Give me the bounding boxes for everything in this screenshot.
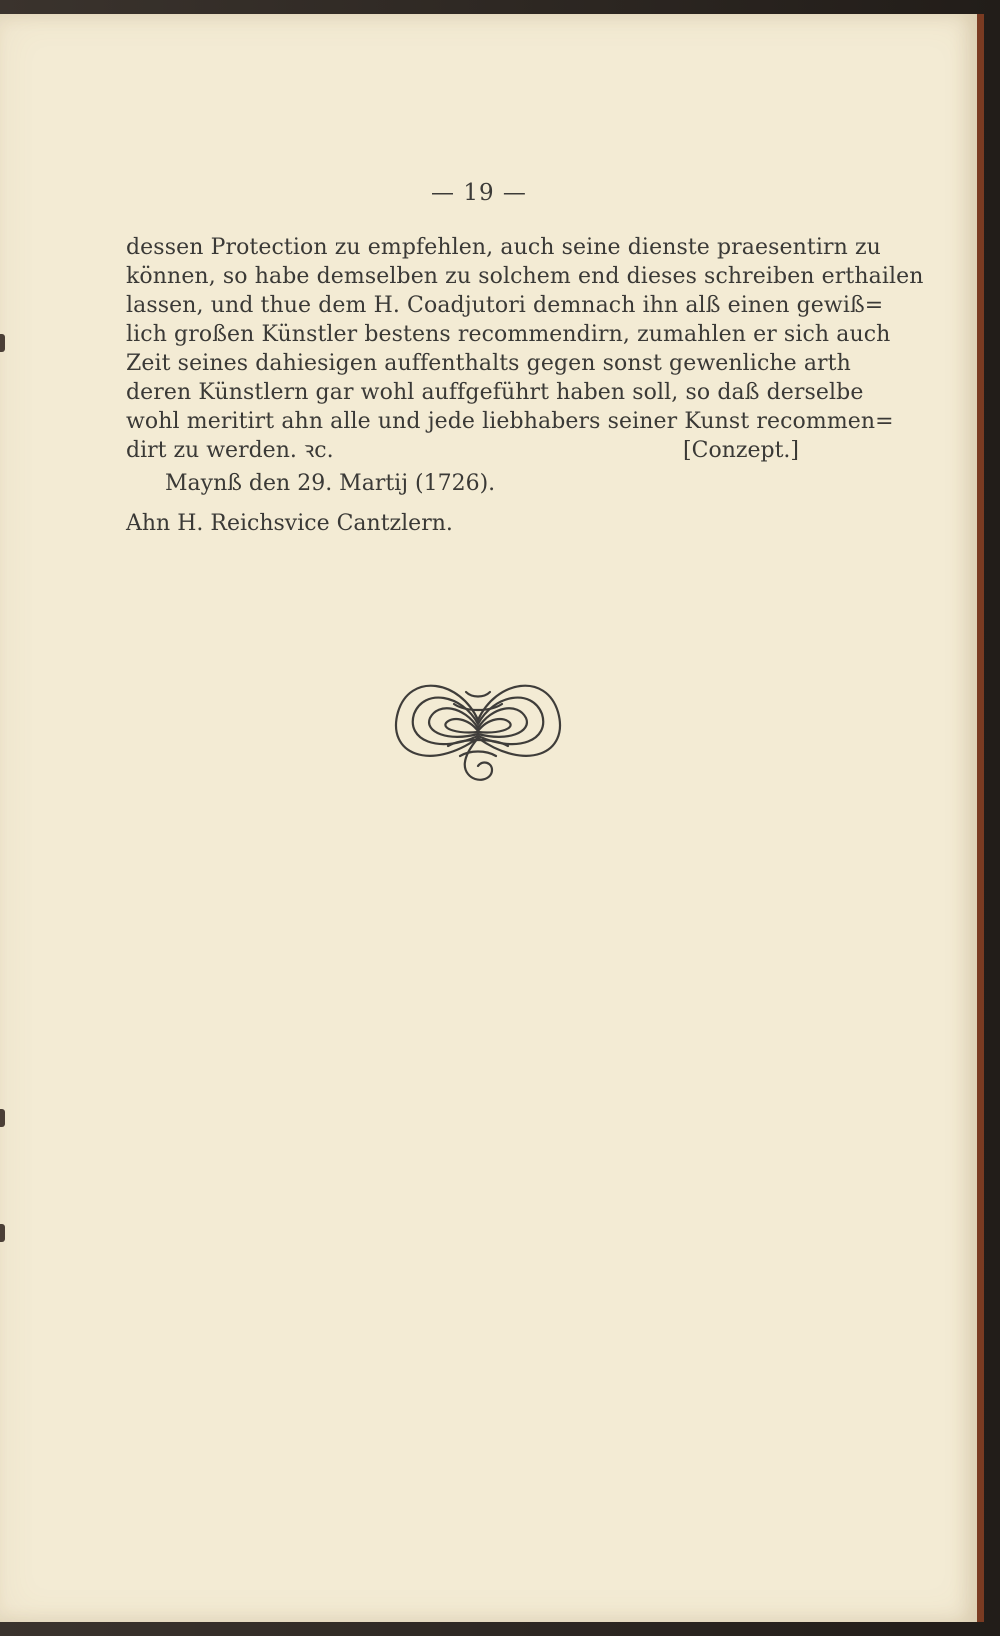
page-number: — 19 — [431, 180, 527, 206]
concept-note: [Conzept.] [683, 438, 799, 463]
decorative-knot-ornament [390, 668, 566, 794]
letter-body [126, 233, 924, 465]
addressee: Ahn H. Reichsvice Cantzlern. [126, 511, 453, 536]
body-last-line [126, 436, 799, 465]
document-page [0, 14, 984, 1622]
body-line: deren Künstlern gar wohl auffgeführt haben soll, so daß derselbe [126, 380, 864, 405]
body-line: lich großen Künstler bestens recommendirn, zumahlen er sich auch [126, 322, 891, 347]
body-line: Zeit seines dahiesigen auffenthalts gegen sonst gewenliche arth [126, 351, 851, 376]
body-line: wohl meritirt ahn alle und jede liebhabers seiner Kunst recommen= [126, 409, 894, 434]
body-line: dirt zu werden. ꝛc. [126, 438, 334, 463]
body-line: dessen Protection zu empfehlen, auch seine dienste praesentirn zu [126, 235, 881, 260]
body-line: können, so habe demselben zu solchem end dieses schreiben erthailen [126, 264, 924, 289]
edge-mark [0, 334, 5, 352]
body-line: lassen, und thue dem H. Coadjutori demnach ihn alß einen gewiß= [126, 293, 884, 318]
dateline: Maynß den 29. Martij (1726). [165, 471, 496, 496]
edge-mark [0, 1224, 5, 1242]
edge-mark [0, 1109, 5, 1127]
